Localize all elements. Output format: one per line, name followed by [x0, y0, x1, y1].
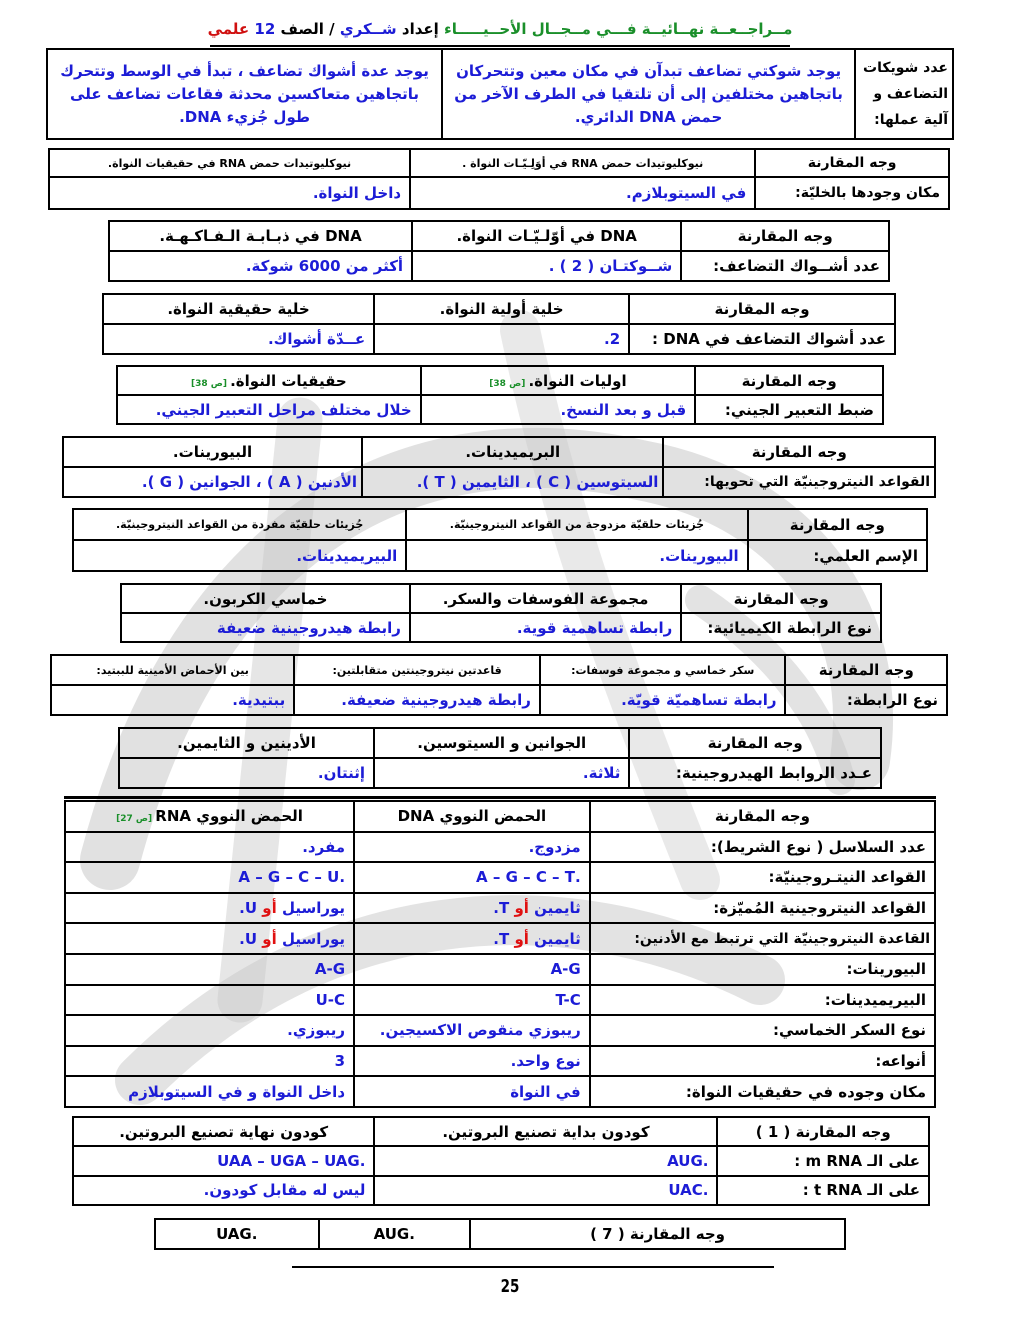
header-cell: وجه المقارنة [748, 509, 927, 540]
dna-rna-comparison-table [64, 800, 936, 1108]
header-text: اوليات النواة. [528, 371, 627, 390]
header-cell: الأدينين و الثايمين. [119, 728, 374, 758]
label-cell: عدد السلاسل ( نوع الشريط): [590, 832, 935, 863]
header-text: الحمض النووي RNA [155, 807, 303, 826]
header-cell: مجموعة الفوسفات والسكر. [410, 584, 681, 613]
value-cell: الأدنين ( A ) ، الجوانين ( G ). [63, 467, 362, 497]
page-ref: [ص 38] [190, 378, 231, 389]
codon-table [72, 1116, 930, 1206]
base-letter: T. [493, 899, 510, 918]
value-cell: أكثر من 6000 شوكة. [109, 251, 412, 281]
hydrogen-bonds-table [118, 727, 882, 789]
rna-value [65, 893, 354, 924]
chemical-bond-table [120, 583, 882, 643]
value-cell: .UAC [374, 1176, 717, 1205]
page-ref: [ص 38] [489, 378, 529, 389]
dna-value [354, 923, 590, 954]
value-cell: إثنتان. [119, 758, 374, 788]
header-cell: وجه المقارنة ( 1 ) [717, 1117, 929, 1146]
header-part2: فـــي [590, 20, 642, 38]
base-letter: U. [239, 899, 258, 918]
header-cell: البيورينات. [63, 437, 362, 467]
dna-value: مزدوج. [354, 832, 590, 863]
value-cell: .AUG [374, 1146, 717, 1175]
rna-value: A-G [65, 954, 354, 985]
dna-value: نوع واحد. [354, 1046, 590, 1077]
prokaryote-forks-cell: يوجد شوكتي تضاعف تبدآن في مكان معين وتتحركان باتجاهين مختلفين إلى أن تلتقيا في الطرف الآخر من حمض DNA الدائري. [442, 49, 855, 139]
label-cell: عدد شويكات التضاعف و آلية عملها: [855, 49, 953, 139]
header-cell: وجه المقارنة ( 7 ) [470, 1219, 845, 1249]
dna-value: ريبوزي منقوص الاكسيجين. [354, 1015, 590, 1046]
header-part4: إعداد [396, 20, 445, 38]
label-cell: على الـ m RNA : [717, 1146, 929, 1175]
page-ref: [ص 27] [116, 814, 156, 825]
label-cell: مكان وجودها بالخليّة: [755, 177, 949, 209]
rna-value: ريبوزي. [65, 1015, 354, 1046]
rna-value: U-C [65, 985, 354, 1016]
header-part3: مــجــال الأحــيـــــاء [444, 20, 591, 38]
gene-expression-table [116, 365, 884, 425]
value-cell: داخل النواة. [49, 177, 410, 209]
nitrogen-bases-table [62, 436, 936, 498]
dna-value [354, 893, 590, 924]
rna-value: 3 [65, 1046, 354, 1077]
label-cell: عدد أشواك التضاعف في DNA : [629, 324, 895, 354]
value-cell: .AUG [319, 1219, 471, 1249]
or-word: أو [514, 929, 529, 948]
eukaryote-forks-cell: يوجد عدة أشواك تضاعف ، تبدأ في الوسط وتتحرك باتجاهين متعاكسين محدثة فقاعات تضاعف على طول جُزيء DNA. [47, 49, 442, 139]
header-cell: وجه المقارنة [663, 437, 935, 467]
label-cell: نوع السكر الخماسي: [590, 1015, 935, 1046]
value-cell: البيورينات. [406, 540, 747, 571]
value-cell: قبل و بعد النسخ. [421, 395, 696, 424]
header-cell [421, 366, 696, 395]
header-cell: جُزيئات حلقيّة مفردة من القواعد النيتروجينيّة. [73, 509, 406, 540]
header-cell: وجه المقارنة [681, 584, 881, 613]
section-separator [64, 796, 936, 799]
dna-value: A-G [354, 954, 590, 985]
header-underline [210, 45, 790, 47]
rna-value: داخل النواة و في السيتوبلازم [65, 1076, 354, 1107]
header-cell: سكر خماسي و مجموعة فوسفات: [540, 655, 786, 685]
label-cell: مكان وجوده في حقيقيات النواة: [590, 1076, 935, 1107]
header-cell: نيوكليوتيدات حمض RNA في حقيقيات النواة. [49, 149, 410, 177]
value-cell: ليس له مقابل كودون. [73, 1176, 374, 1205]
header-cell: وجه المقارنة [590, 801, 935, 832]
base-name: ثايمين [534, 899, 581, 918]
replication-forks-table [46, 48, 954, 140]
value-cell: رابطة تساهمية قوية. [410, 613, 681, 642]
header-cell: DNA في ذبـابـة الـفـاكـهـة. [109, 221, 412, 251]
or-word: أو [262, 899, 277, 918]
value-cell: رابطة هيدروجينية ضعيفة [121, 613, 410, 642]
base-name: يوراسيل [281, 929, 346, 948]
value-cell: في السيتوبلازم. [410, 177, 755, 209]
header-cell: الجوانين و السيتوسين. [374, 728, 629, 758]
header-part1: مــراجــعــة نهــائيــة [641, 20, 793, 38]
value-cell: .UAG [155, 1219, 319, 1249]
header-cell: البريميدينات. [362, 437, 663, 467]
label-cell: على الـ t RNA : [717, 1176, 929, 1205]
dna-value: T-C [354, 985, 590, 1016]
label-cell: نوع الرابطة الكيميائية: [681, 613, 881, 642]
header-cell: بين الأحماض الأمينية للببتيد: [51, 655, 294, 685]
value-cell: رابطة هيدروجينية ضعيفة. [294, 685, 540, 715]
header-cell: خلية حقيقية النواة. [103, 294, 374, 324]
header-cell: DNA في أوّلـيّـات النواة. [412, 221, 681, 251]
header-cell: وجه المقارنة [755, 149, 949, 177]
value-cell: البيريميدينات. [73, 540, 406, 571]
header-text: حقيقيات النواة. [230, 371, 347, 390]
page-number: 25 [500, 1276, 520, 1297]
label-cell: القواعد النيتروجينيّة التي تحويها: [663, 467, 935, 497]
value-cell: 2. [374, 324, 629, 354]
header-cell: قاعدتين نيتروجينتين متقابلتين: [294, 655, 540, 685]
label-cell: القواعد النيتـروجينيّة: [590, 862, 935, 893]
header-cell [65, 801, 354, 832]
header-cell: خماسي الكربون. [121, 584, 410, 613]
header-part8: 12 [249, 20, 281, 38]
base-letter: U. [239, 929, 258, 948]
cell-forks-table [102, 293, 896, 355]
label-cell: عدد أشــواك التضاعف: [681, 251, 889, 281]
dna-forks-table [108, 220, 890, 282]
rna-nucleotides-table [48, 148, 950, 210]
rna-value: .A – G – C – U [65, 862, 354, 893]
base-name: ثايمين [534, 929, 581, 948]
codon-compare-table [154, 1218, 846, 1250]
label-cell: القواعد النيتروجينية المُميّزة: [590, 893, 935, 924]
label-cell: الإسم العلمي: [748, 540, 927, 571]
header-cell: وجه المقارنة [785, 655, 947, 685]
label-cell: القاعدة النيتروجينيّة التي ترتبط مع الأدنين: [590, 923, 935, 954]
header-cell: وجه المقارنة [629, 294, 895, 324]
header-part7: الصف [280, 20, 324, 38]
header-part6: / [323, 20, 340, 38]
header-cell: وجه المقارنة [629, 728, 881, 758]
header-cell: وجه المقارنة [681, 221, 889, 251]
scientific-name-table [72, 508, 928, 572]
label-cell: ضبط التعبير الجيني: [695, 395, 883, 424]
header-cell: كودون نهاية تصنيع البروتين. [73, 1117, 374, 1146]
label-cell: عـدد الروابط الهيدروجينية: [629, 758, 881, 788]
footer-line [292, 1266, 774, 1268]
dna-value: في النواة [354, 1076, 590, 1107]
header-part9: علمي [207, 20, 250, 38]
label-cell: أنواعه: [590, 1046, 935, 1077]
value-cell: رابطة تساهميّة قويّة. [540, 685, 786, 715]
bond-type-table [50, 654, 948, 716]
header-part5: شــكري [339, 20, 397, 38]
dna-value: .A – G – C – T [354, 862, 590, 893]
or-word: أو [514, 899, 529, 918]
header-cell: نيوكليوتيدات حمض RNA في أوَلِـيّـات النواة . [410, 149, 755, 177]
base-letter: T. [493, 929, 510, 948]
label-cell: البيورينات: [590, 954, 935, 985]
page-header [200, 20, 800, 46]
header-cell: جُزيئات حلقيّة مزدوجة من القواعد النيتروجينيّة. [406, 509, 747, 540]
value-cell: خلال مختلف مراحل التعبير الجيني. [117, 395, 421, 424]
or-word: أو [262, 929, 277, 948]
header-cell: خلية أولية النواة. [374, 294, 629, 324]
header-cell: كودون بداية تصنيع البروتين. [374, 1117, 717, 1146]
base-name: يوراسيل [281, 899, 346, 918]
label-cell: البيريميدينات: [590, 985, 935, 1016]
value-cell: .UAA – UGA – UAG [73, 1146, 374, 1175]
header-cell: وجه المقارنة [695, 366, 883, 395]
value-cell: عــدّة أشواك. [103, 324, 374, 354]
value-cell: ببتيدية. [51, 685, 294, 715]
value-cell: السيتوسين ( C ) ، الثايمين ( T ). [362, 467, 663, 497]
rna-value [65, 923, 354, 954]
rna-value: مفرد. [65, 832, 354, 863]
value-cell: شــوكتـان ( 2 ) . [412, 251, 681, 281]
header-cell [117, 366, 421, 395]
header-cell: الحمض النووي DNA [354, 801, 590, 832]
label-cell: نوع الرابطة: [785, 685, 947, 715]
value-cell: ثلاثة. [374, 758, 629, 788]
